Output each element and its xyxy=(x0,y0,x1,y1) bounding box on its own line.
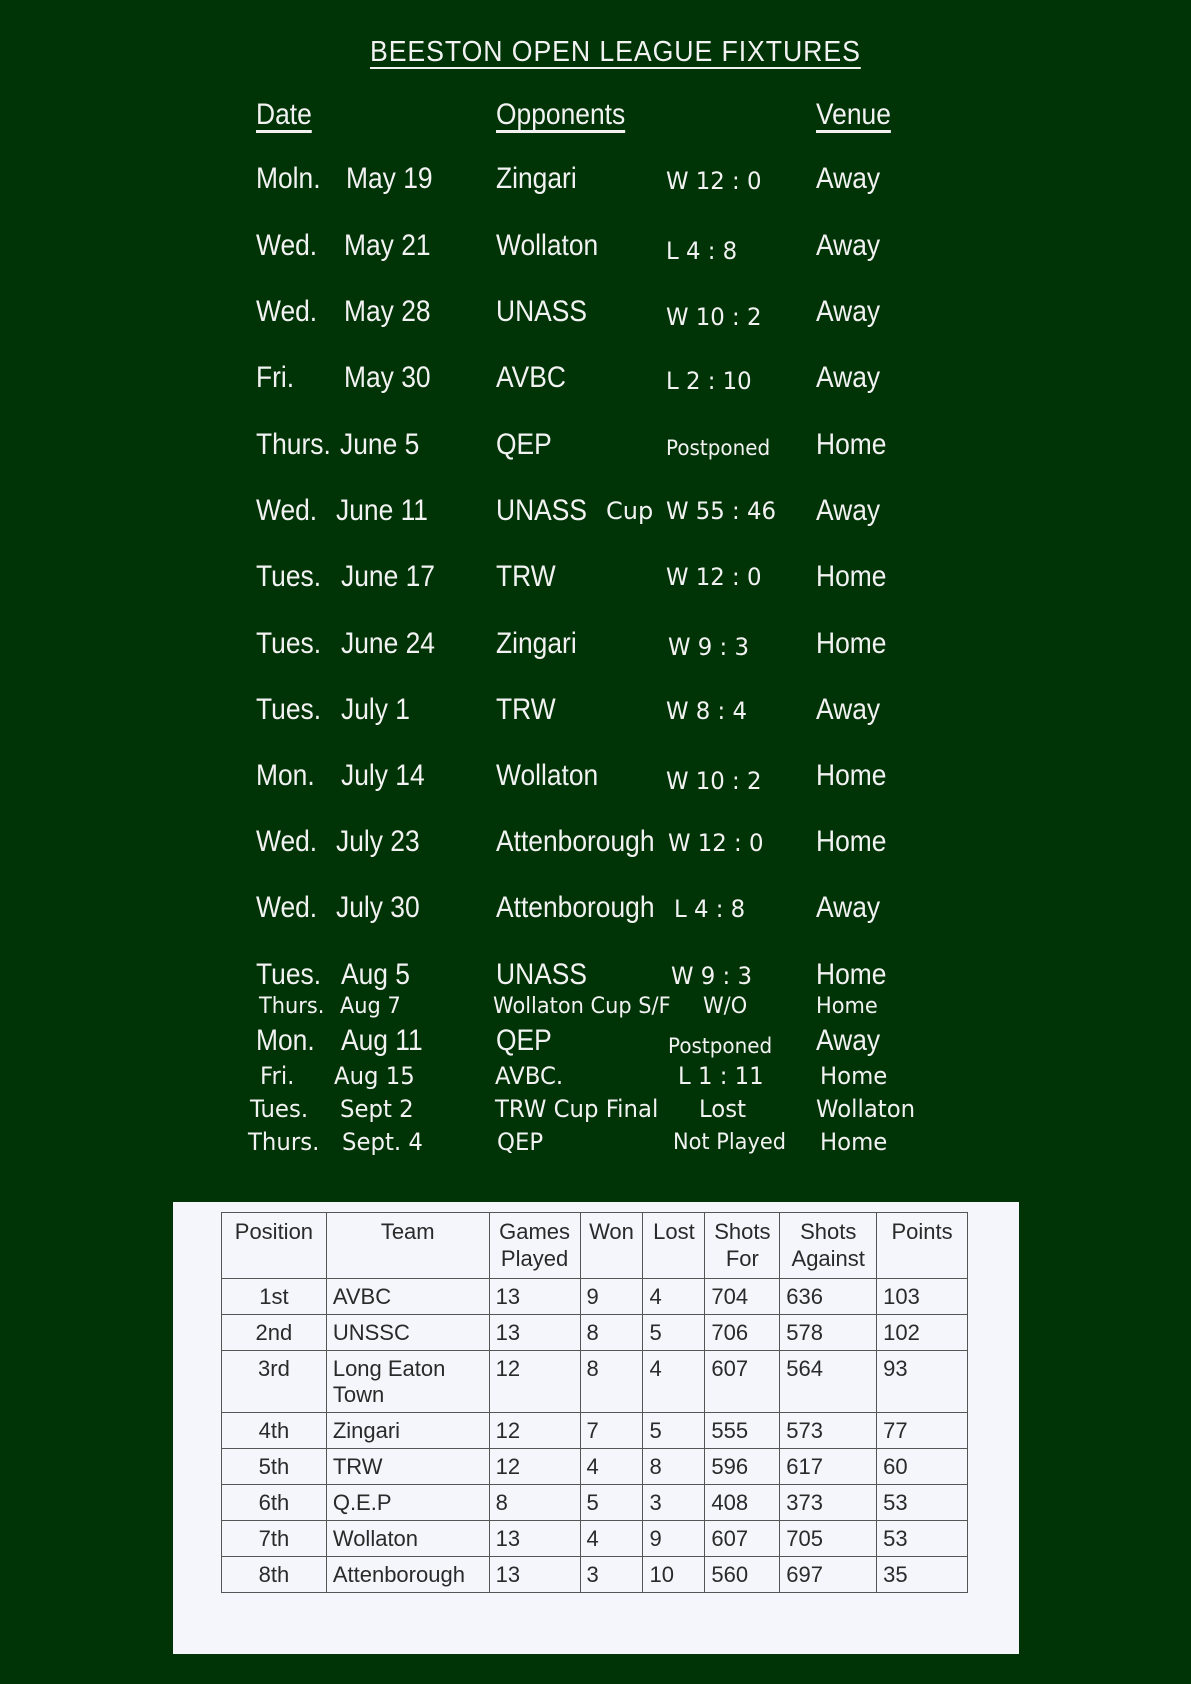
fixture-opponent: Wollaton xyxy=(496,759,599,792)
fixture-result: W 12 : 0 xyxy=(666,167,762,195)
table-cell: 7 xyxy=(580,1413,643,1449)
table-cell: 103 xyxy=(877,1279,968,1315)
column-header: Position xyxy=(222,1213,327,1279)
table-cell: 607 xyxy=(705,1351,780,1413)
table-cell: 5 xyxy=(643,1315,705,1351)
fixture-venue: Away xyxy=(816,1024,881,1057)
fixture-day: Fri. xyxy=(256,361,295,394)
column-header: Games Played xyxy=(489,1213,580,1279)
fixture-date: Sept 2 xyxy=(340,1095,414,1123)
table-cell: 8 xyxy=(643,1449,705,1485)
table-cell: Wollaton xyxy=(326,1521,489,1557)
table-cell: 373 xyxy=(780,1485,877,1521)
column-header: Team xyxy=(326,1213,489,1279)
fixture-result: L 4 : 8 xyxy=(674,895,746,923)
table-row xyxy=(222,1413,968,1449)
fixture-result: L 4 : 8 xyxy=(666,237,738,265)
table-row xyxy=(222,1557,968,1593)
fixture-date: July 30 xyxy=(336,891,420,924)
table-row xyxy=(222,1279,968,1315)
table-cell: 12 xyxy=(489,1351,580,1413)
table-cell: 5th xyxy=(222,1449,327,1485)
table-cell: Attenborough xyxy=(326,1557,489,1593)
table-cell: 560 xyxy=(705,1557,780,1593)
fixture-opponent: Attenborough xyxy=(496,825,655,858)
fixture-opponent: Wollaton xyxy=(496,229,599,262)
fixture-date: Aug 15 xyxy=(334,1062,415,1090)
column-header: Won xyxy=(580,1213,643,1279)
fixture-result: W 8 : 4 xyxy=(666,697,747,725)
table-cell: 704 xyxy=(705,1279,780,1315)
table-cell: 13 xyxy=(489,1279,580,1315)
league-table xyxy=(221,1212,968,1593)
fixture-date: July 14 xyxy=(341,759,425,792)
table-cell: AVBC xyxy=(326,1279,489,1315)
fixture-result: W 10 : 2 xyxy=(666,767,762,795)
table-cell: 13 xyxy=(489,1521,580,1557)
fixture-day: Tues. xyxy=(250,1095,309,1123)
table-cell: 7th xyxy=(222,1521,327,1557)
fixture-opponent: Attenborough xyxy=(496,891,655,924)
fixture-date: June 5 xyxy=(340,428,420,461)
fixture-result: W 12 : 0 xyxy=(666,563,762,591)
table-cell: 3 xyxy=(643,1485,705,1521)
table-row xyxy=(222,1449,968,1485)
fixture-result: Not Played xyxy=(673,1130,786,1155)
fixture-opponent: TRW xyxy=(496,560,556,593)
fixture-date: May 21 xyxy=(344,229,431,262)
fixture-result: W 12 : 0 xyxy=(668,829,764,857)
table-cell: 697 xyxy=(780,1557,877,1593)
fixture-result: W/O xyxy=(703,994,748,1019)
opponents-header: Opponents xyxy=(496,98,626,131)
league-table-panel xyxy=(173,1202,1019,1654)
fixture-day: Tues. xyxy=(256,693,322,726)
fixture-venue: Home xyxy=(816,627,887,660)
fixture-result: Lost xyxy=(699,1095,747,1123)
fixture-day: Thurs. xyxy=(248,1128,320,1156)
table-cell: 705 xyxy=(780,1521,877,1557)
table-row xyxy=(222,1315,968,1351)
column-header: Points xyxy=(877,1213,968,1279)
fixture-opponent: AVBC xyxy=(496,361,566,394)
table-cell: 13 xyxy=(489,1315,580,1351)
fixture-venue: Away xyxy=(816,295,881,328)
fixture-opponent: Zingari xyxy=(496,162,577,195)
table-cell: Long Eaton Town xyxy=(326,1351,489,1413)
fixture-day: Mon. xyxy=(256,1024,315,1057)
table-cell: 60 xyxy=(877,1449,968,1485)
fixture-opponent: QEP xyxy=(497,1128,544,1156)
fixture-venue: Wollaton xyxy=(816,1095,916,1123)
fixture-venue: Home xyxy=(816,958,887,991)
fixture-venue: Away xyxy=(816,891,881,924)
table-cell: 12 xyxy=(489,1413,580,1449)
table-cell: 13 xyxy=(489,1557,580,1593)
table-cell: 4 xyxy=(643,1279,705,1315)
fixture-date: June 11 xyxy=(336,494,428,527)
fixture-date: Aug 5 xyxy=(341,958,410,991)
table-cell: 77 xyxy=(877,1413,968,1449)
fixture-date: May 19 xyxy=(346,162,433,195)
column-header: Lost xyxy=(643,1213,705,1279)
fixture-result: W 9 : 3 xyxy=(671,962,752,990)
table-row xyxy=(222,1521,968,1557)
fixture-opponent: Zingari xyxy=(496,627,577,660)
table-cell: 3 xyxy=(580,1557,643,1593)
fixture-venue: Home xyxy=(816,759,887,792)
date-header: Date xyxy=(256,98,312,131)
page-title: BEESTON OPEN LEAGUE FIXTURES xyxy=(370,36,861,68)
fixture-result: L 1 : 11 xyxy=(678,1062,764,1090)
column-header: Shots Against xyxy=(780,1213,877,1279)
fixture-date: June 17 xyxy=(341,560,435,593)
fixture-day: Tues. xyxy=(256,958,322,991)
column-header: Shots For xyxy=(705,1213,780,1279)
fixture-date: July 1 xyxy=(341,693,410,726)
fixture-day: Wed. xyxy=(256,494,318,527)
fixture-venue: Away xyxy=(816,361,881,394)
table-cell: 93 xyxy=(877,1351,968,1413)
table-cell: 8th xyxy=(222,1557,327,1593)
table-row xyxy=(222,1351,968,1413)
table-cell: 636 xyxy=(780,1279,877,1315)
table-cell: 9 xyxy=(643,1521,705,1557)
fixture-day: Wed. xyxy=(256,295,318,328)
fixture-venue: Home xyxy=(816,560,887,593)
fixture-day: Wed. xyxy=(256,229,318,262)
table-cell: 8 xyxy=(580,1315,643,1351)
table-cell: TRW xyxy=(326,1449,489,1485)
fixture-venue: Home xyxy=(816,825,887,858)
fixture-venue: Away xyxy=(816,229,881,262)
fixture-day: Tues. xyxy=(256,627,322,660)
table-cell: 5 xyxy=(580,1485,643,1521)
fixture-result: Postponed xyxy=(668,1034,773,1058)
table-cell: 53 xyxy=(877,1485,968,1521)
fixture-result: Postponed xyxy=(666,436,771,460)
table-cell: 102 xyxy=(877,1315,968,1351)
fixture-date: May 30 xyxy=(344,361,431,394)
table-cell: 617 xyxy=(780,1449,877,1485)
table-cell: 6th xyxy=(222,1485,327,1521)
table-cell: 573 xyxy=(780,1413,877,1449)
fixture-day: Moln. xyxy=(256,162,321,195)
fixture-venue: Home xyxy=(816,994,878,1019)
fixture-date: Aug 11 xyxy=(341,1024,423,1057)
fixture-day: Wed. xyxy=(256,825,318,858)
fixture-opponent: AVBC. xyxy=(495,1062,564,1090)
table-cell: 4 xyxy=(643,1351,705,1413)
table-cell: 2nd xyxy=(222,1315,327,1351)
fixture-date: July 23 xyxy=(336,825,420,858)
fixture-note: Cup xyxy=(606,497,654,525)
table-cell: 4 xyxy=(580,1521,643,1557)
fixture-date: May 28 xyxy=(344,295,431,328)
fixture-opponent: QEP xyxy=(496,1024,552,1057)
fixture-venue: Home xyxy=(816,428,887,461)
fixture-day: Mon. xyxy=(256,759,315,792)
table-cell: 53 xyxy=(877,1521,968,1557)
fixture-venue: Away xyxy=(816,494,881,527)
table-cell: Zingari xyxy=(326,1413,489,1449)
table-cell: 564 xyxy=(780,1351,877,1413)
table-cell: 4 xyxy=(580,1449,643,1485)
table-cell: 3rd xyxy=(222,1351,327,1413)
table-row xyxy=(222,1485,968,1521)
table-cell: 10 xyxy=(643,1557,705,1593)
table-cell: UNSSC xyxy=(326,1315,489,1351)
fixture-date: June 24 xyxy=(341,627,435,660)
table-header-row xyxy=(222,1213,968,1279)
fixture-opponent: QEP xyxy=(496,428,552,461)
fixture-opponent: TRW Cup Final xyxy=(495,1095,659,1123)
fixture-venue: Home xyxy=(820,1062,888,1090)
fixture-opponent: Wollaton Cup S/F xyxy=(493,994,671,1019)
venue-header: Venue xyxy=(816,98,891,131)
table-cell: 555 xyxy=(705,1413,780,1449)
fixture-day: Thurs. xyxy=(256,428,331,461)
fixture-opponent: UNASS xyxy=(496,958,587,991)
fixture-opponent: UNASS xyxy=(496,494,587,527)
table-cell: 8 xyxy=(580,1351,643,1413)
fixture-day: Wed. xyxy=(256,891,318,924)
fixture-date: Aug 7 xyxy=(340,994,401,1019)
table-cell: 35 xyxy=(877,1557,968,1593)
table-cell: 4th xyxy=(222,1413,327,1449)
fixture-day: Thurs. xyxy=(259,994,325,1019)
fixture-result: W 55 : 46 xyxy=(666,497,776,525)
fixture-venue: Home xyxy=(820,1128,888,1156)
fixture-date: Sept. 4 xyxy=(342,1128,423,1156)
table-cell: 408 xyxy=(705,1485,780,1521)
table-cell: 607 xyxy=(705,1521,780,1557)
fixture-day: Fri. xyxy=(260,1062,295,1090)
fixture-result: W 10 : 2 xyxy=(666,303,762,331)
table-cell: 8 xyxy=(489,1485,580,1521)
fixture-venue: Away xyxy=(816,693,881,726)
fixture-day: Tues. xyxy=(256,560,322,593)
table-cell: 12 xyxy=(489,1449,580,1485)
table-cell: Q.E.P xyxy=(326,1485,489,1521)
table-cell: 5 xyxy=(643,1413,705,1449)
fixture-opponent: TRW xyxy=(496,693,556,726)
fixture-opponent: UNASS xyxy=(496,295,587,328)
table-cell: 1st xyxy=(222,1279,327,1315)
table-cell: 9 xyxy=(580,1279,643,1315)
fixture-result: W 9 : 3 xyxy=(668,633,749,661)
table-cell: 578 xyxy=(780,1315,877,1351)
fixture-venue: Away xyxy=(816,162,881,195)
table-cell: 596 xyxy=(705,1449,780,1485)
table-cell: 706 xyxy=(705,1315,780,1351)
fixture-result: L 2 : 10 xyxy=(666,367,752,395)
